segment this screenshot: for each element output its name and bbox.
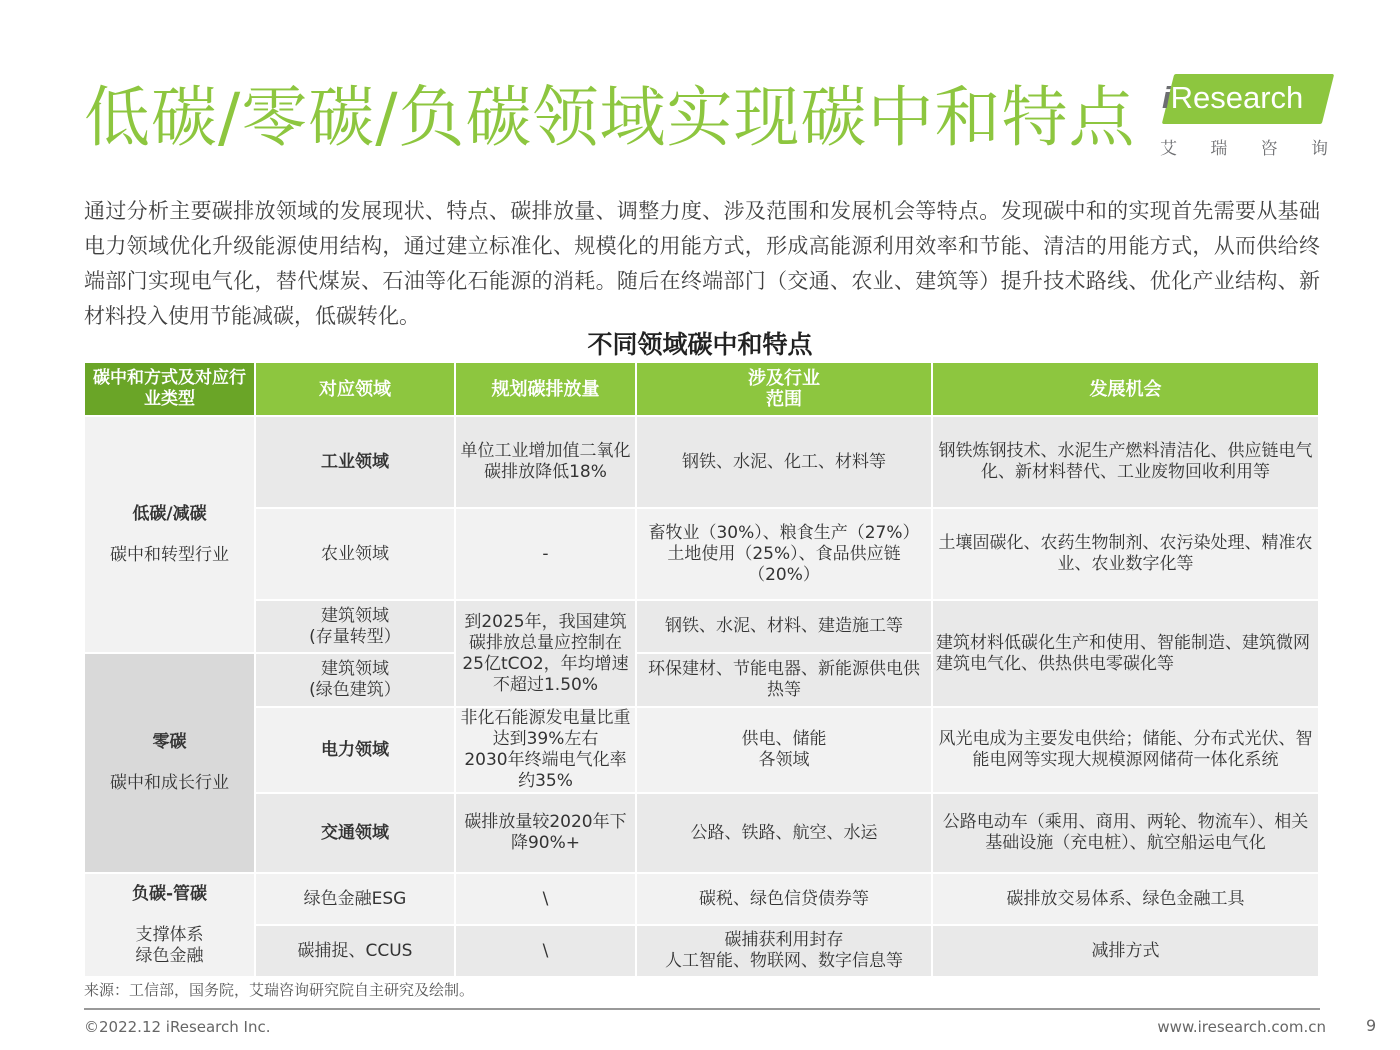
opportunity-ccus: 减排方式 [932, 925, 1319, 977]
header-opportunity: 发展机会 [932, 362, 1319, 416]
field-building-existing: 建筑领域 (存量转型） [255, 600, 455, 653]
page-title: 低碳/零碳/负碳领域实现碳中和特点 [84, 79, 1136, 156]
opportunity-transport: 公路电动车（乘用、商用、两轮、物流车）、相关基础设施（充电桩）、航空船运电气化 [932, 793, 1319, 873]
opportunity-power: 风光电成为主要发电供给；储能、分布式光伏、智能电网等实现大规模源网储荷一体化系统 [932, 707, 1319, 793]
opportunity-industry: 钢铁炼钢技术、水泥生产燃料清洁化、供应链电气化、新材料替代、工业废物回收利用等 [932, 416, 1319, 508]
table-row [84, 925, 1319, 977]
field-agriculture: 农业领域 [255, 508, 455, 600]
opportunity-building: 建筑材料低碳化生产和使用、智能制造、建筑微网建筑电气化、供热供电零碳化等 [932, 600, 1319, 707]
field-ccus: 碳捕捉、CCUS [255, 925, 455, 977]
table-header-row [84, 362, 1319, 416]
emission-power: 非化石能源发电量比重达到39%左右 2030年终端电气化率约35% [455, 707, 636, 793]
table-row [84, 873, 1319, 925]
source-note: 来源：工信部，国务院，艾瑞咨询研究院自主研究及绘制。 [84, 981, 475, 999]
field-esg: 绿色金融ESG [255, 873, 455, 925]
scope-building-green: 环保建材、节能电器、新能源供电供热等 [636, 653, 932, 707]
scope-agriculture: 畜牧业（30%）、粮食生产（27%）土地使用（25%）、食品供应链（20%） [636, 508, 932, 600]
opportunity-esg: 碳排放交易体系、绿色金融工具 [932, 873, 1319, 925]
field-transport: 交通领域 [255, 793, 455, 873]
opportunity-agriculture: 土壤固碳化、农药生物制剂、农污染处理、精准农业、农业数字化等 [932, 508, 1319, 600]
scope-ccus: 碳捕获利用封存 人工智能、物联网、数字信息等 [636, 925, 932, 977]
table-row [84, 416, 1319, 508]
emission-industry: 单位工业增加值二氧化碳排放降低18% [455, 416, 636, 508]
table-row [84, 793, 1319, 873]
table-row [84, 600, 1319, 653]
emission-agriculture: - [455, 508, 636, 600]
table-row [84, 707, 1319, 793]
scope-esg: 碳税、绿色信贷债券等 [636, 873, 932, 925]
category-negative-carbon: 负碳-管碳 支撑体系 绿色金融 [84, 873, 255, 977]
emission-transport: 碳排放量较2020年下降90%+ [455, 793, 636, 873]
intro-paragraph: 通过分析主要碳排放领域的发展现状、特点、碳排放量、调整力度、涉及范围和发展机会等特点。发现碳中和的实现首先需要从基础电力领域优化升级能源使用结构，通过建立标准化、规模化的用能方式，形成高能源利用效率和节能、清洁的用能方式，从而供给终端部门实现电气化，替代煤炭、石油等化石能源的消耗。随后在终端部门（交通、农业、建筑等）提升技术路线、优化产业结构、新材料投入使用节能减碳，低碳转化。 [84, 199, 1320, 328]
table-title: 不同领域碳中和特点 [587, 330, 813, 359]
header-field: 对应领域 [255, 362, 455, 416]
header-category: 碳中和方式及对应行业类型 [84, 362, 255, 416]
emission-ccus: \ [455, 925, 636, 977]
website-link[interactable]: www.iresearch.com.cn [1157, 1018, 1326, 1036]
footer-divider [84, 1008, 1320, 1010]
scope-industry: 钢铁、水泥、化工、材料等 [636, 416, 932, 508]
field-power: 电力领域 [255, 707, 455, 793]
scope-building-existing: 钢铁、水泥、材料、建造施工等 [636, 600, 932, 653]
logo-chinese-name: 艾 瑞 咨 询 [1160, 139, 1328, 159]
scope-power: 供电、储能 各领域 [636, 707, 932, 793]
carbon-neutral-table [83, 361, 1320, 978]
logo-wordmark: iResearch [1162, 80, 1304, 115]
table-row [84, 508, 1319, 600]
scope-transport: 公路、铁路、航空、水运 [636, 793, 932, 873]
page-number: 9 [1366, 1016, 1377, 1035]
category-low-carbon: 低碳/减碳 碳中和转型行业 [84, 416, 255, 653]
iresearch-logo [1158, 74, 1328, 158]
emission-building: 到2025年，我国建筑碳排放总量应控制在25亿tCO2，年均增速不超过1.50% [455, 600, 636, 707]
header-scope: 涉及行业 范围 [636, 362, 932, 416]
field-industry: 工业领域 [255, 416, 455, 508]
category-zero-carbon: 零碳 碳中和成长行业 [84, 653, 255, 873]
header-emission: 规划碳排放量 [455, 362, 636, 416]
copyright-text: ©2022.12 iResearch Inc. [84, 1018, 271, 1036]
field-building-green: 建筑领域 (绿色建筑） [255, 653, 455, 707]
emission-esg: \ [455, 873, 636, 925]
